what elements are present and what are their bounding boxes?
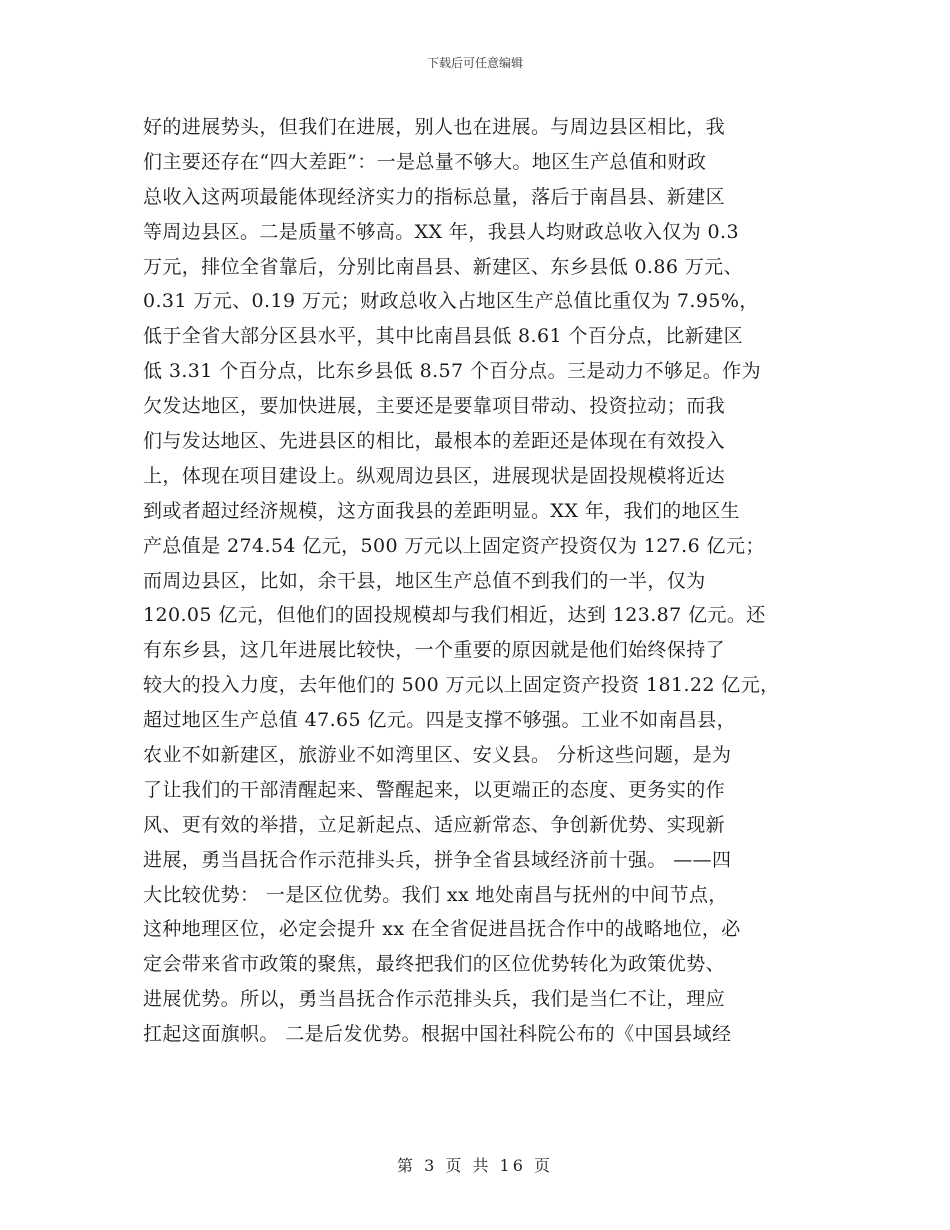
- text-line: 了让我们的干部清醒起来、警醒起来，以更端正的态度、更务实的作: [143, 778, 726, 801]
- text-line: 农业不如新建区，旅游业不如湾里区、安义县。 分析这些问题，是为: [143, 744, 732, 767]
- text-line: 这种地理区位，必定会提升 xx 在全省促进昌抚合作中的战略地位，必: [143, 918, 741, 941]
- text-line: 较大的投入力度，去年他们的 500 万元以上固定资产投资 181.22 亿元，: [143, 674, 780, 697]
- text-line: 们主要还存在“四大差距”：一是总量不够大。地区生产总值和财政: [143, 150, 707, 173]
- text-line: 总收入这两项最能体现经济实力的指标总量，落后于南昌县、新建区: [143, 185, 726, 208]
- page-number: 第 3 页 共 16 页: [397, 1156, 553, 1175]
- text-line: 超过地区生产总值 47.65 亿元。四是支撑不够强。工业不如南昌县，: [143, 709, 737, 732]
- text-line: 有东乡县，这几年进展比较快，一个重要的原因就是他们始终保持了: [143, 639, 726, 662]
- text-line: 进展优势。所以，勇当昌抚合作示范排头兵，我们是当仁不让，理应: [143, 988, 726, 1011]
- text-line: 风、更有效的举措，立足新起点、适应新常态、争创新优势、实现新: [143, 813, 726, 836]
- text-line: 上，体现在项目建设上。纵观周边县区，进展现状是固投规模将近达: [143, 464, 726, 487]
- text-line: 低 3.31 个百分点，比东乡县低 8.57 个百分点。三是动力不够足。作为: [143, 360, 761, 383]
- text-line: 大比较优势： 一是区位优势。我们 xx 地处南昌与抚州的中间节点，: [143, 883, 728, 906]
- document-body: [143, 110, 813, 1052]
- text-line: 扛起这面旗帜。 二是后发优势。根据中国社科院公布的《中国县域经: [143, 1023, 732, 1046]
- text-line: 等周边县区。二是质量不够高。XX 年，我县人均财政总收入仅为 0.3: [143, 220, 739, 243]
- text-line: 而周边县区，比如，余干县，地区生产总值不到我们的一半，仅为: [143, 569, 706, 592]
- text-line: 低于全省大部分区县水平，其中比南昌县低 8.61 个百分点，比新建区: [143, 325, 743, 348]
- text-line: 们与发达地区、先进县区的相比，最根本的差距还是体现在有效投入: [143, 430, 726, 453]
- text-line: 到或者超过经济规模，这方面我县的差距明显。XX 年，我们的地区生: [143, 499, 740, 522]
- text-line: 0.31 万元、0.19 万元；财政总收入占地区生产总值比重仅为 7.95%，: [143, 290, 759, 313]
- page-header-note: 下载后可任意编辑: [426, 56, 523, 70]
- text-line: 定会带来省市政策的聚焦，最终把我们的区位优势转化为政策优势、: [143, 953, 726, 976]
- text-line: 进展，勇当昌抚合作示范排头兵，拼争全省县域经济前十强。 ——四: [143, 848, 732, 871]
- text-line: 好的进展势头，但我们在进展，别人也在进展。与周边县区相比，我: [143, 116, 726, 138]
- text-line: 120.05 亿元，但他们的固投规模却与我们相近，达到 123.87 亿元。还: [143, 604, 766, 627]
- text-line: 欠发达地区，要加快进展，主要还是要靠项目带动、投资拉动；而我: [143, 395, 726, 418]
- text-line: 产总值是 274.54 亿元，500 万元以上固定资产投资仅为 127.6 亿元；: [143, 534, 765, 557]
- text-line: 万元，排位全省靠后，分别比南昌县、新建区、东乡县低 0.86 万元、: [143, 255, 743, 278]
